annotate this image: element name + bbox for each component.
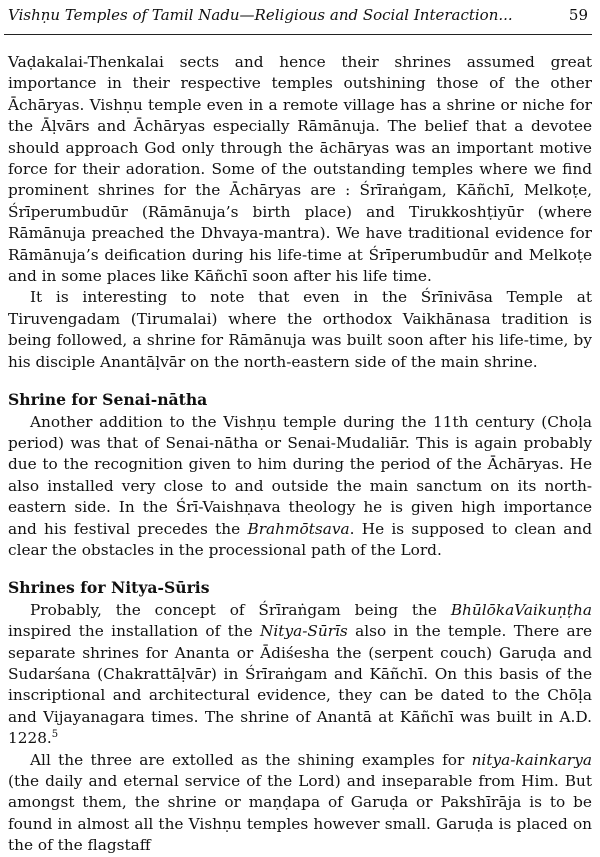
body-text [8, 52, 592, 857]
text-run: All the three are extolled as the shining examples for [30, 750, 472, 769]
italic-term: Brahmōtsava [247, 519, 350, 538]
italic-term: nitya-kainkarya [471, 750, 592, 769]
page-number: 59 [568, 6, 588, 24]
paragraph: It is interesting to note that even in the Śrīnivāsa Temple at Tiruvengadam (Tirumalai) where the orthodox Vaikhānasa tradition is being followed, a shrine for Rāmānuja was built soon after his life-time, by his disciple Anantāḷvār on the north-eastern side of the main shrine. [8, 288, 592, 371]
italic-term: Nitya-Sūrīs [260, 622, 348, 641]
text-run: inspired the installation of the [8, 622, 261, 641]
italic-term: BhūlōkaVaikuṇṭha [450, 600, 592, 619]
section-heading: Shrine for Senai-nātha [8, 390, 208, 410]
paragraph: Vaḍakalai-Thenkalai sects and hence their shrines assumed great importance in their respective temples outshining those of the other Āchāryas. Vishṇu temple even in a remote village has a shrine or niche for the Āḷvārs and Āchāryas especially Rāmānuja. The belief that a devotee should approach God only through the āchāryas was an important motive force for their adoration. Some of the outstanding temples where we find prominent shrines for the Āchāryas are : Śrīraṅgam, Kāñchī, Melkoṭe, Śrīperumbudūr (Rāmānuja’s birth place) and Tirukkoshṭiyūr (where Rāmānuja preached the Dhvaya-mantra). We have traditional evidence for Rāmānuja’s deification during his life-time at Śrīperumbudūr and Melkoṭe and in some places like Kāñchī soon after his life time. [8, 53, 592, 286]
text-run: Probably, the concept of Śrīraṅgam being the [30, 600, 451, 619]
running-title: Vishṇu Temples of Tamil Nadu—Religious and Social Interaction... [8, 6, 513, 24]
text-run: . He is supposed to clean and clear the obstacles in the processional path of the Lord. [8, 519, 593, 559]
header-rule [4, 34, 592, 35]
text-run: (the daily and eternal service of the Lord) and inseparable from Him. But amongst them, the shrine or maṇḍapa of Garuḍa or Pakshīrāja is to be found in almost all the Vishṇu temples however small. Garuḍa is placed on the of the flagstaff [8, 772, 592, 855]
paragraph [8, 412, 592, 562]
footnote-marker: 5 [51, 729, 59, 741]
page-header [8, 6, 588, 30]
section-heading: Shrines for Nitya-Sūris [8, 578, 210, 598]
text-run: also in the temple. There are separate shrines for Ananta or Ādiśesha the (serpent couch) Garuḍa and Sudarśana (Chakrattāḷvār) in Śrīraṅgam and Kāñchī. On this basis of the inscriptional and architectural evidence, they can be dated to the Chōḷa and Vijayanagara times. The shrine of Anantā at Kāñchī was built in A.D. 1228. [8, 622, 592, 748]
paragraph [8, 750, 592, 857]
paragraph [8, 600, 592, 750]
text-run: Another addition to the Vishṇu temple during the 11th century (Choḷa period) was that of Senai-nātha or Senai-Mudaliār. This is again probably due to the recognition given to him during the period of the Āchāryas. He also installed very close to and outside the main sanctum on its north-eastern side. In the Śrī-Vaishṇava theology he is given high importance and his festival precedes the [8, 412, 592, 538]
